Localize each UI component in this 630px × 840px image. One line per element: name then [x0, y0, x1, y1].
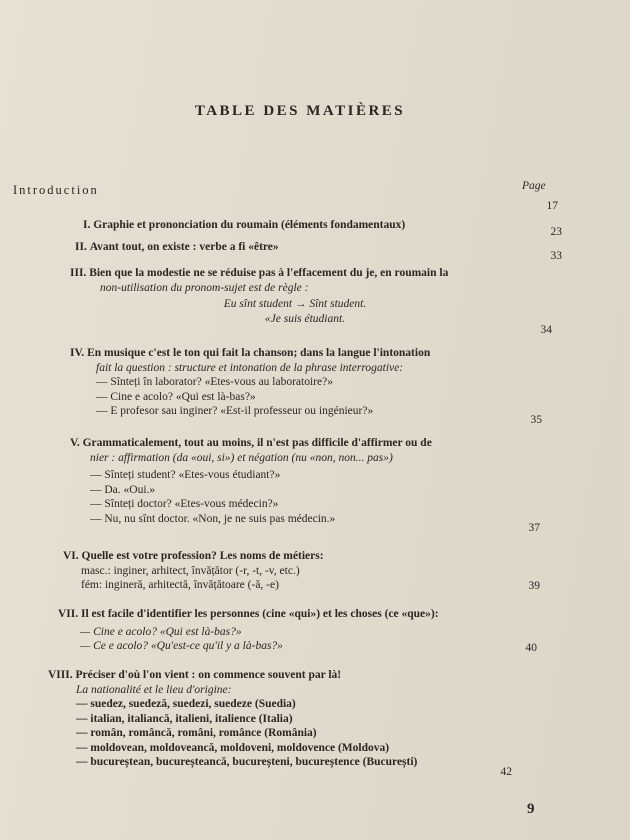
entry-title: Quelle est votre profession? Les noms de métiers:	[81, 550, 324, 562]
example-line: — Ce e acolo? «Qu'est-ce qu'il y a là-bas?»	[80, 640, 283, 652]
entry-subtitle: non-utilisation du pronom-sujet est de règle :	[100, 281, 309, 294]
example-line: — Da. «Oui.»	[90, 483, 156, 496]
entry-page: 40	[525, 642, 537, 654]
example-line: — Nu, nu sînt doctor. «Non, je ne suis pas médecin.»	[90, 512, 336, 525]
example-line: fém: ingineră, arhitectă, învățătoare (-ă, -e)	[81, 579, 279, 592]
introduction-page: 17	[546, 200, 558, 212]
example-line: — italian, italiancă, italieni, italience (Italia)	[76, 712, 293, 725]
entry-number: III.	[70, 267, 87, 279]
entry-number: VI.	[63, 550, 79, 562]
example-line: — român, româncă, români, românce (România)	[76, 727, 317, 740]
example-line: — moldovean, moldoveancă, moldoveni, moldovence (Moldova)	[76, 741, 390, 754]
page-column-header: Page	[522, 180, 546, 192]
entry-page: 23	[550, 226, 562, 238]
entry-title: Bien que la modestie ne se réduise pas à l'effacement du je, en roumain la	[89, 267, 449, 279]
entry-title: Il est facile d'identifier les personnes (cine «qui») et les choses (ce «que»):	[81, 608, 439, 620]
example-line: — E profesor sau inginer? «Est-il professeur ou ingénieur?»	[96, 405, 374, 418]
entry-page: 34	[540, 324, 552, 336]
toc-entry-2	[75, 240, 505, 255]
toc-entry-1	[83, 218, 513, 233]
page-number: 9	[527, 801, 535, 817]
example-line: masc.: inginer, arhitect, învățător (-r, -t, -v, etc.)	[81, 564, 300, 577]
entry-number: IV.	[70, 347, 85, 359]
toc-entry-4	[70, 346, 525, 419]
entry-number: VIII.	[48, 669, 73, 681]
entry-title: Grammaticalement, tout au moins, il n'est pas difficile d'affirmer ou de	[82, 437, 432, 449]
example-line: «Je suis étudiant.	[264, 312, 346, 325]
example-line: — suedez, suedeză, suedezi, suedeze (Suedia)	[76, 698, 296, 710]
example-line: — Sînteți în laborator? «Etes-vous au laboratoire?»	[96, 376, 333, 388]
toc-entry-6	[63, 549, 523, 593]
toc-entry-5	[70, 436, 530, 526]
entry-page: 35	[530, 414, 542, 426]
introduction-label: Introduction	[13, 183, 99, 197]
toc-entry-7	[58, 607, 523, 654]
entry-title: En musique c'est le ton qui fait la chanson; dans la langue l'intonation	[87, 347, 431, 359]
page-title: TABLE DES MATIÈRES	[194, 103, 406, 119]
entry-title: Graphie et prononciation du roumain (éléments fondamentaux)	[93, 219, 406, 231]
entry-subtitle: nier : affirmation (da «oui, si») et négation (nu «non, non... pas»)	[90, 451, 393, 464]
entry-subtitle: La nationalité et le lieu d'origine:	[76, 683, 232, 696]
entry-page: 33	[550, 250, 562, 262]
example-line: — Sînteți student? «Etes-vous étudiant?»	[90, 469, 281, 481]
entry-page: 37	[528, 522, 540, 534]
entry-page: 39	[528, 580, 540, 592]
entry-title: Avant tout, on existe : verbe a fi «être»	[89, 241, 279, 253]
example-line: — Cine e acolo? «Qui est là-bas?»	[96, 390, 256, 403]
example-line: Eu sînt student → Sînt student.	[223, 298, 367, 310]
entry-subtitle: fait la question : structure et intonation de la phrase interrogative:	[96, 361, 404, 374]
entry-number: II.	[75, 241, 87, 253]
example-line: — bucureștean, bucureșteancă, bucureșteni, bucureștence (București)	[76, 756, 418, 769]
example-line: — Sînteți doctor? «Etes-vous médecin?»	[90, 498, 279, 511]
entry-page: 42	[500, 766, 512, 778]
entry-number: V.	[70, 437, 80, 449]
example-line: — Cine e acolo? «Qui est là-bas?»	[80, 625, 242, 638]
entry-number: VII.	[58, 608, 79, 620]
toc-entry-8	[48, 668, 518, 770]
entry-title: Préciser d'où l'on vient : on commence souvent par là!	[75, 669, 342, 681]
toc-entry-3	[70, 266, 520, 326]
entry-number: I.	[83, 219, 91, 231]
